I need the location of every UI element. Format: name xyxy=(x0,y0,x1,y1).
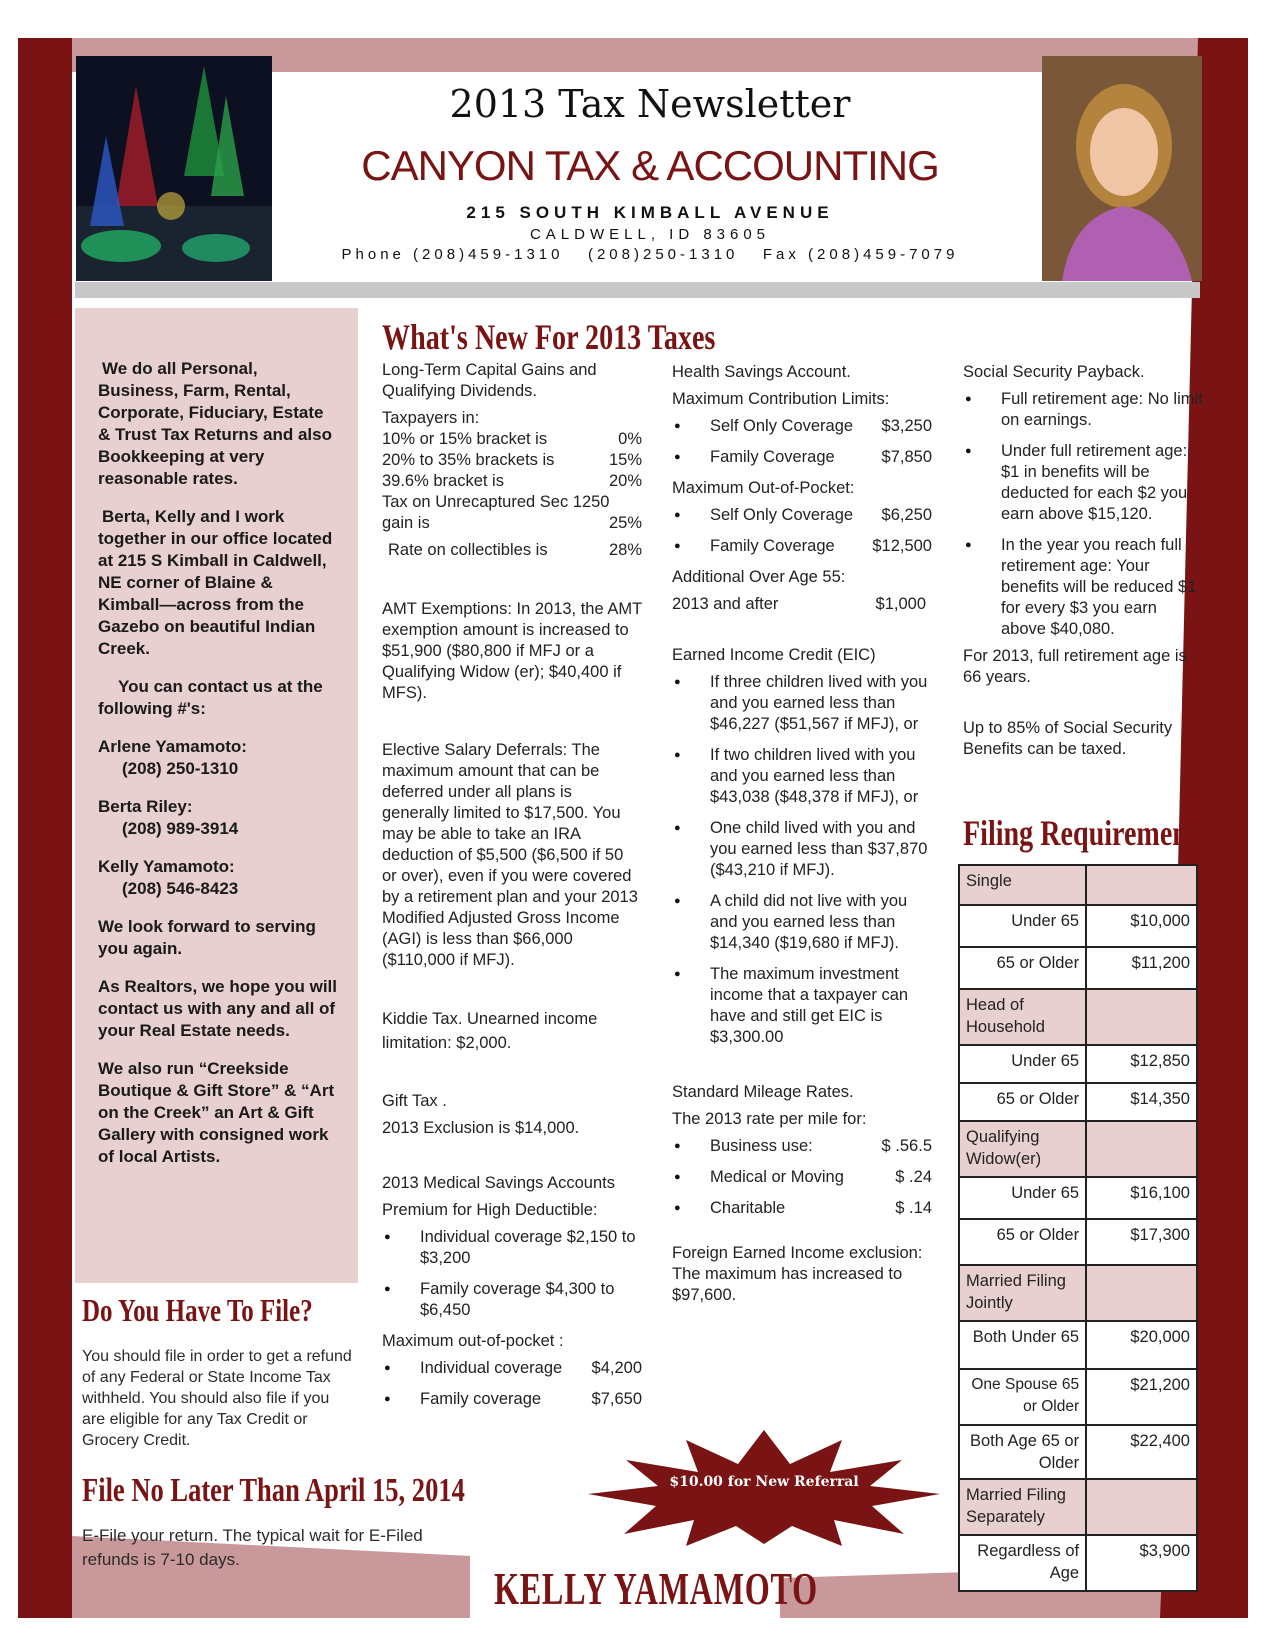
hsa-oop-label: Maximum Out-of-Pocket: xyxy=(672,479,855,497)
table-row xyxy=(959,1177,1197,1219)
table-row xyxy=(959,1219,1197,1265)
referral-text: $10.00 for New Referral xyxy=(669,1474,859,1490)
item-value: $3,250 xyxy=(881,417,932,435)
table-row xyxy=(959,1425,1197,1479)
mileage-intro: The 2013 rate per mile for: xyxy=(672,1110,867,1128)
elective-deferrals-text: Elective Salary Deferrals: The maximum amount that can be deferred under all plans is generally limited to $17,500. You may be able to take an IRA deduction of $5,500 ($6,500 if 50 or over), even if you were covered by a retirement plan and your 2013 Modified Adjusted Gross Income (AGI) is less than $66,000 ($110,000 if MFJ). xyxy=(382,741,638,969)
contact-arlene xyxy=(98,736,338,780)
contact-kelly xyxy=(98,856,338,900)
filing-blank xyxy=(1086,1265,1197,1321)
filing-category: Single xyxy=(959,865,1086,905)
filing-age: One Spouse 65 or Older xyxy=(959,1369,1086,1425)
list-item: ● Full retirement age: No limit on earnings. xyxy=(963,389,1203,431)
filing-amount: $21,200 xyxy=(1086,1369,1197,1425)
list-item: ● A child did not live with you and you earned less than $14,340 ($19,680 if MFJ). xyxy=(672,891,932,954)
filing-age: Both Under 65 xyxy=(959,1321,1086,1369)
table-row xyxy=(959,1121,1197,1177)
ltcg-title: Long-Term Capital Gains and Qualifying Dividends. xyxy=(382,361,597,400)
ltcg-row-label: 39.6% bracket is xyxy=(382,472,504,490)
filing-category: Married Filing Separately xyxy=(959,1479,1086,1535)
filing-blank xyxy=(1086,1479,1197,1535)
table-row xyxy=(959,947,1197,989)
ltcg-row-value: 0% xyxy=(618,430,642,448)
list-item: ● If two children lived with you and you earned less than $43,038 ($48,378 if MFJ), or xyxy=(672,745,932,808)
list-item xyxy=(672,1136,932,1157)
list-item xyxy=(672,1198,932,1219)
filing-age: Under 65 xyxy=(959,1177,1086,1219)
hsa-title: Health Savings Account. xyxy=(672,363,851,381)
filing-category: Head of Household xyxy=(959,989,1086,1045)
item-value: $4,200 xyxy=(591,1359,642,1377)
ltcg-row-value: 20% xyxy=(608,472,642,490)
phone-line: Phone (208)459-1310 (208)250-1310 Fax (208)459-7079 xyxy=(341,246,959,263)
table-row xyxy=(959,1321,1197,1369)
company-name: CANYON TAX & ACCOUNTING xyxy=(361,142,939,189)
sidebar-boutique: We also run “Creekside Boutique & Gift Store” & “Art on the Creek” an Art & Gift Gallery with consigned work of local Artists. xyxy=(98,1059,335,1166)
list-item: ● The maximum investment income that a taxpayer can have and still get EIC is $3,300.00 xyxy=(672,964,932,1048)
filing-age: Regardless of Age xyxy=(959,1535,1086,1591)
filing-amount: $11,200 xyxy=(1086,947,1197,989)
ltcg-row xyxy=(382,471,642,492)
contact-name: Kelly Yamamoto: xyxy=(98,857,235,876)
portrait-photo xyxy=(1042,56,1202,281)
contact-berta xyxy=(98,796,338,840)
hsa-after-row xyxy=(672,594,932,615)
do-you-have-to-file-heading: Do You Have To File? xyxy=(82,1292,313,1328)
list-item: ● Individual coverage $2,150 to $3,200 xyxy=(382,1227,642,1269)
gift-tax-title: Gift Tax . xyxy=(382,1092,447,1110)
item-label: ● Charitable xyxy=(710,1199,786,1217)
mileage-title: Standard Mileage Rates. xyxy=(672,1083,854,1101)
address-line-1: 215 SOUTH KIMBALL AVENUE xyxy=(466,203,834,222)
filing-amount: $17,300 xyxy=(1086,1219,1197,1265)
filing-blank xyxy=(1086,865,1197,905)
list-item xyxy=(672,505,932,526)
filing-amount: $12,850 xyxy=(1086,1045,1197,1083)
msa-premium-label: Premium for High Deductible: xyxy=(382,1201,598,1219)
item-label: ● Business use: xyxy=(710,1137,813,1155)
do-you-have-to-file-text: You should file in order to get a refund of any Federal or State Income Tax withheld. You should also file if you are eligible for any Tax Credit or Grocery Credit. xyxy=(82,1348,352,1449)
deadline-heading: File No Later Than April 15, 2014 xyxy=(82,1472,465,1509)
gain-value: 25% xyxy=(608,514,642,532)
list-item xyxy=(382,1389,642,1410)
list-item: ● If three children lived with you and you earned less than $46,227 ($51,567 if MFJ), or xyxy=(672,672,932,735)
filing-amount: $14,350 xyxy=(1086,1083,1197,1121)
filing-amount: $22,400 xyxy=(1086,1425,1197,1479)
filing-blank xyxy=(1086,1121,1197,1177)
list-item xyxy=(672,416,932,437)
ltcg-row xyxy=(382,429,642,450)
contact-phone: (208) 989-3914 xyxy=(122,819,239,838)
item-value: $ .14 xyxy=(895,1199,932,1217)
whats-new-heading: What's New For 2013 Taxes xyxy=(382,317,716,357)
hsa-contrib-label: Maximum Contribution Limits: xyxy=(672,390,890,408)
ss-taxed-note: Up to 85% of Social Security Benefits can be taxed. xyxy=(963,719,1173,758)
ltcg-row-value: 15% xyxy=(608,451,642,469)
ltcg-row-label: 10% or 15% bracket is xyxy=(382,430,548,448)
filing-age: 65 or Older xyxy=(959,1083,1086,1121)
table-row xyxy=(959,989,1197,1045)
filing-age: Both Age 65 or Older xyxy=(959,1425,1086,1479)
efile-text: E-File your return. The typical wait for E-Filed refunds is 7-10 days. xyxy=(82,1526,423,1569)
list-item: ● One child lived with you and you earned less than $37,870 ($43,210 if MFJ). xyxy=(672,818,932,881)
filing-amount: $20,000 xyxy=(1086,1321,1197,1369)
ltcg-row-label: 20% to 35% brackets is xyxy=(382,451,555,469)
list-item xyxy=(672,447,932,468)
filing-amount: $3,900 xyxy=(1086,1535,1197,1591)
hsa-after-value: $1,000 xyxy=(875,595,926,613)
table-row xyxy=(959,1045,1197,1083)
gain-label: gain is xyxy=(382,514,430,532)
hsa-over55-label: Additional Over Age 55: xyxy=(672,568,846,586)
item-value: $7,850 xyxy=(881,448,932,466)
sidebar-intro: We do all Personal, Business, Farm, Rental, Corporate, Fiduciary, Estate & Trust Tax Returns and also Bookkeeping at very reasonable rates. xyxy=(98,359,332,488)
contact-phone: (208) 546-8423 xyxy=(122,879,239,898)
column-social-security xyxy=(963,362,1203,760)
filing-requirements-table xyxy=(958,864,1198,1592)
ltcg-intro: Taxpayers in: xyxy=(382,409,480,427)
filing-category: Married Filing Jointly xyxy=(959,1265,1086,1321)
list-item xyxy=(672,536,932,557)
filing-blank xyxy=(1086,989,1197,1045)
msa-oop-list xyxy=(382,1358,642,1410)
table-row xyxy=(959,865,1197,905)
list-item xyxy=(382,1358,642,1379)
kiddie-tax-text: Kiddie Tax. Unearned income limitation: $2,000. xyxy=(382,1010,598,1052)
list-item: ● In the year you reach full retirement age: Your benefits will be reduced $1 for every $3 you earn above $40,080. xyxy=(963,535,1203,640)
table-row xyxy=(959,1083,1197,1121)
msa-premium-list xyxy=(382,1227,642,1321)
hsa-oop-list xyxy=(672,505,932,557)
unrecaptured-label: Tax on Unrecaptured Sec 1250 xyxy=(382,493,610,511)
list-item: ● Family coverage $4,300 to $6,450 xyxy=(382,1279,642,1321)
ss-list xyxy=(963,389,1203,640)
column-whats-new-2 xyxy=(672,362,932,1306)
gift-tax-text: 2013 Exclusion is $14,000. xyxy=(382,1119,580,1137)
msa-title: 2013 Medical Savings Accounts xyxy=(382,1174,615,1192)
item-value: $7,650 xyxy=(591,1390,642,1408)
item-label: ● Family Coverage xyxy=(710,448,835,466)
sidebar-contact-intro: You can contact us at the following #'s: xyxy=(98,677,323,718)
contact-name: Arlene Yamamoto: xyxy=(98,737,247,756)
ss-title: Social Security Payback. xyxy=(963,363,1145,381)
item-value: $ .24 xyxy=(895,1168,932,1186)
list-item xyxy=(672,1167,932,1188)
sidebar-content xyxy=(98,358,338,1168)
filing-amount: $16,100 xyxy=(1086,1177,1197,1219)
table-row xyxy=(959,1479,1197,1535)
item-label: ● Self Only Coverage xyxy=(710,417,854,435)
item-label: ● Family Coverage xyxy=(710,537,835,555)
filing-age: 65 or Older xyxy=(959,1219,1086,1265)
signature-name: KELLY YAMAMOTO xyxy=(494,1563,818,1614)
christmas-lights-photo xyxy=(76,56,272,281)
filing-age: 65 or Older xyxy=(959,947,1086,989)
collectibles-value: 28% xyxy=(608,541,642,559)
hsa-after-label: 2013 and after xyxy=(672,595,779,613)
table-row xyxy=(959,1369,1197,1425)
newsletter-title: 2013 Tax Newsletter xyxy=(449,82,851,126)
filing-age: Under 65 xyxy=(959,905,1086,947)
table-row xyxy=(959,905,1197,947)
eic-list xyxy=(672,672,932,1048)
table-row xyxy=(959,1535,1197,1591)
sidebar-thanks: We look forward to serving you again. xyxy=(98,917,316,958)
filing-requirements-heading: Filing Requirements xyxy=(963,813,1209,853)
mileage-list xyxy=(672,1136,932,1219)
table-row xyxy=(959,1265,1197,1321)
column-whats-new-1 xyxy=(382,360,642,1420)
address-line-2: CALDWELL, ID 83605 xyxy=(529,226,771,243)
hsa-contrib-list xyxy=(672,416,932,468)
sidebar-office: Berta, Kelly and I work together in our office located at 215 S Kimball in Caldwell, NE corner of Blaine & Kimball—across from the Gazebo on beautiful Indian Creek. xyxy=(98,507,333,658)
item-value: $ .56.5 xyxy=(881,1137,932,1155)
filing-amount: $10,000 xyxy=(1086,905,1197,947)
contact-name: Berta Riley: xyxy=(98,797,193,816)
eic-title: Earned Income Credit (EIC) xyxy=(672,646,876,664)
item-value: $6,250 xyxy=(881,506,932,524)
item-value: $12,500 xyxy=(872,537,932,555)
amt-text: AMT Exemptions: In 2013, the AMT exemption amount is increased to $51,900 ($80,800 if MFJ or a Qualifying Widow (er); $40,400 if MFS). xyxy=(382,600,642,702)
contact-phone: (208) 250-1310 xyxy=(122,759,239,778)
item-label: ● Individual coverage xyxy=(420,1359,563,1377)
item-label: ● Family coverage xyxy=(420,1390,542,1408)
list-item: ● Under full retirement age: $1 in benefits will be deducted for each $2 you earn above $15,120. xyxy=(963,441,1203,525)
filing-age: Under 65 xyxy=(959,1045,1086,1083)
collectibles-row xyxy=(382,540,642,561)
sidebar-realtors: As Realtors, we hope you will contact us with any and all of your Real Estate needs. xyxy=(98,977,337,1040)
ltcg-row xyxy=(382,450,642,471)
msa-oop-label: Maximum out-of-pocket : xyxy=(382,1332,564,1350)
item-label: ● Medical or Moving xyxy=(710,1168,844,1186)
ss-age-note: For 2013, full retirement age is 66 years. xyxy=(963,647,1187,686)
foreign-income-text: Foreign Earned Income exclusion: The maximum has increased to $97,600. xyxy=(672,1244,923,1304)
gain-row xyxy=(382,513,642,534)
filing-category: Qualifying Widow(er) xyxy=(959,1121,1086,1177)
collectibles-label: Rate on collectibles is xyxy=(388,541,548,559)
item-label: ● Self Only Coverage xyxy=(710,506,854,524)
